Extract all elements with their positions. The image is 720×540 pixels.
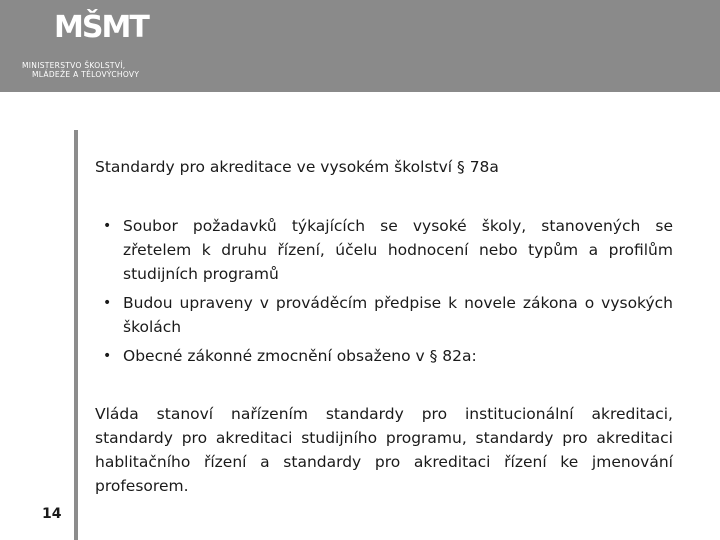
bullet-dot: • <box>103 348 112 364</box>
bullet-dot: • <box>103 218 112 234</box>
bullet-dot: • <box>103 295 112 311</box>
bullet-list <box>95 214 673 373</box>
slide-title: Standardy pro akreditace ve vysokém školství § 78a <box>95 158 499 176</box>
bullet-text: Budou upraveny v prováděcím předpise k novele zákona o vysokých školách <box>123 294 673 336</box>
logo-mark-text: MŠMT <box>54 10 148 45</box>
bullet-item <box>95 344 673 368</box>
bullet-text: Obecné zákonné zmocnění obsaženo v § 82a: <box>123 347 477 365</box>
bullet-item <box>95 291 673 339</box>
vertical-divider <box>74 130 78 540</box>
page-number: 14 <box>42 506 62 522</box>
bullet-text: Soubor požadavků týkajících se vysoké školy, stanovených se zřetelem k druhu řízení, účelu hodnocení nebo typům a profilům studijních programů <box>123 217 673 283</box>
body-paragraph: Vláda stanoví nařízením standardy pro institucionální akreditaci, standardy pro akreditaci studijního programu, standardy pro akreditaci hablitačního řízení a standardy pro akreditaci řízení ke jmenování profesorem. <box>95 405 673 495</box>
bullet-item <box>95 214 673 286</box>
header-bar <box>0 0 720 92</box>
logo-text-line1: MINISTERSTVO ŠKOLSTVÍ, <box>22 61 126 70</box>
msmt-logo <box>54 10 148 45</box>
logo-text-line2: MLÁDEŽE A TĚLOVÝCHOVY <box>32 70 140 79</box>
